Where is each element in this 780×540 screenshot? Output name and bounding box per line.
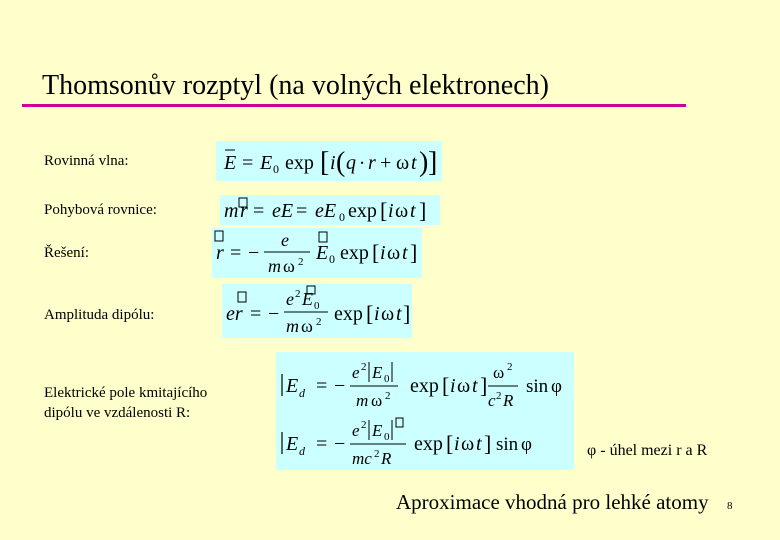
svg-text:eE: eE: [315, 200, 337, 222]
svg-text:]: ]: [403, 301, 411, 326]
svg-text:r: r: [240, 200, 248, 222]
svg-text:E: E: [372, 421, 383, 440]
page-title: Thomsonův rozptyl (na volných elektronech): [42, 70, 549, 101]
svg-text:exp: exp: [414, 433, 443, 455]
svg-text:=: =: [253, 200, 265, 222]
svg-text:]: ]: [419, 198, 427, 223]
svg-text:ω: ω: [395, 200, 409, 222]
svg-text:exp: exp: [334, 303, 363, 325]
svg-text:mc: mc: [352, 449, 372, 468]
svg-text:exp: exp: [410, 375, 439, 397]
svg-text:=: =: [230, 242, 242, 264]
svg-text:d: d: [299, 444, 305, 458]
svg-text:exp: exp: [285, 152, 314, 174]
svg-text:r: r: [368, 152, 376, 174]
svg-text:ω: ω: [396, 152, 410, 174]
svg-text:sin: sin: [496, 434, 519, 455]
svg-text:t: t: [472, 375, 478, 397]
angle-note: φ - úhel mezi r a R: [587, 442, 708, 459]
svg-text:=: =: [296, 200, 308, 222]
svg-text:q: q: [346, 152, 356, 174]
svg-text:sin: sin: [526, 376, 549, 397]
svg-text:E: E: [316, 242, 329, 264]
svg-text:2: 2: [374, 448, 380, 460]
dipole-amplitude-label: Amplituda dipólu:: [44, 307, 155, 323]
svg-text:t: t: [411, 152, 417, 174]
plane-wave-label: Rovinná vlna:: [44, 153, 129, 169]
svg-text:0: 0: [273, 162, 279, 176]
field-label-line2: dipólu ve vzdálenosti R:: [44, 405, 191, 421]
svg-text:e: e: [352, 363, 360, 382]
svg-text:−: −: [248, 242, 260, 264]
svg-text:]: ]: [410, 240, 418, 265]
svg-text:i: i: [388, 200, 394, 222]
svg-text:=: =: [316, 375, 328, 397]
svg-text:d: d: [299, 386, 305, 400]
svg-text:=: =: [250, 303, 262, 325]
svg-text:m: m: [224, 200, 239, 222]
svg-text:E: E: [286, 375, 299, 397]
svg-text:0: 0: [384, 373, 390, 385]
svg-text:0: 0: [384, 431, 390, 443]
svg-text:[: [: [380, 198, 388, 223]
title-underline: [22, 104, 686, 107]
svg-text:2: 2: [361, 361, 367, 373]
svg-text:m: m: [286, 316, 299, 336]
svg-text:ω: ω: [457, 375, 471, 397]
svg-text:=: =: [316, 433, 328, 455]
svg-text:r: r: [216, 242, 224, 264]
svg-text:2: 2: [385, 390, 391, 402]
svg-text:ω: ω: [301, 316, 313, 336]
svg-text:er: er: [226, 303, 243, 325]
svg-text:0: 0: [329, 252, 335, 266]
svg-text:E: E: [224, 152, 237, 174]
page-number: 8: [727, 500, 733, 512]
svg-text:i: i: [330, 152, 336, 174]
svg-text:ω: ω: [371, 391, 383, 410]
svg-text:E: E: [260, 152, 273, 174]
svg-text:R: R: [503, 391, 514, 410]
equation-of-motion: [220, 195, 440, 225]
svg-text:[: [: [442, 373, 450, 398]
svg-text:): ): [419, 147, 429, 178]
svg-text:2: 2: [298, 256, 304, 268]
svg-text:⋅: ⋅: [359, 153, 366, 173]
svg-text:t: t: [410, 200, 416, 222]
svg-text:0: 0: [339, 210, 345, 224]
field-label-line1: Elektrické pole kmitajícího: [44, 385, 208, 401]
svg-text:exp: exp: [340, 242, 369, 264]
svg-text:=: =: [242, 152, 254, 174]
svg-text:t: t: [396, 303, 402, 325]
svg-text:i: i: [454, 433, 460, 455]
dipole-amplitude-equation: [222, 284, 412, 338]
svg-text:E: E: [302, 289, 313, 309]
svg-text:i: i: [380, 242, 386, 264]
svg-text:ω: ω: [283, 256, 295, 276]
footer-note: Aproximace vhodná pro lehké atomy: [396, 490, 709, 514]
svg-text:[: [: [446, 431, 454, 456]
svg-text:[: [: [366, 301, 374, 326]
svg-text:2: 2: [507, 361, 513, 373]
svg-text:t: t: [476, 433, 482, 455]
svg-text:c: c: [488, 391, 496, 410]
svg-text:e: e: [281, 230, 289, 250]
svg-text:[: [: [372, 240, 380, 265]
svg-text:φ: φ: [521, 434, 532, 455]
svg-text:2: 2: [316, 316, 322, 328]
svg-text:2: 2: [496, 390, 502, 402]
svg-text:exp: exp: [348, 200, 377, 222]
svg-text:0: 0: [314, 300, 320, 312]
svg-text:+: +: [380, 152, 392, 174]
svg-text:e: e: [286, 289, 294, 309]
svg-text:ω: ω: [381, 303, 395, 325]
plane-wave-equation: [216, 141, 442, 181]
svg-text:2: 2: [361, 419, 367, 431]
svg-text:m: m: [268, 256, 281, 276]
svg-text:ω: ω: [461, 433, 475, 455]
svg-text:−: −: [268, 303, 280, 325]
svg-text:E: E: [372, 363, 383, 382]
svg-text:i: i: [450, 375, 456, 397]
svg-text:E: E: [286, 433, 299, 455]
svg-text:R: R: [381, 449, 392, 468]
svg-text:2: 2: [295, 288, 301, 300]
equation-of-motion-label: Pohybová rovnice:: [44, 202, 157, 218]
svg-text:]: ]: [428, 147, 438, 178]
svg-text:t: t: [402, 242, 408, 264]
svg-text:φ: φ: [551, 376, 562, 397]
svg-text:i: i: [374, 303, 380, 325]
svg-text:]: ]: [480, 373, 488, 398]
svg-text:ω: ω: [387, 242, 401, 264]
svg-text:]: ]: [484, 431, 492, 456]
svg-text:eE: eE: [272, 200, 294, 222]
svg-text:m: m: [356, 391, 369, 410]
svg-text:−: −: [334, 375, 346, 397]
svg-text:−: −: [334, 433, 346, 455]
solution-equation: [212, 228, 422, 278]
dipole-field-equations: [276, 352, 574, 470]
svg-text:(: (: [336, 147, 346, 178]
svg-text:[: [: [320, 147, 330, 178]
solution-label: Řešení:: [44, 245, 89, 261]
svg-text:e: e: [352, 421, 360, 440]
svg-text:ω: ω: [493, 363, 505, 382]
